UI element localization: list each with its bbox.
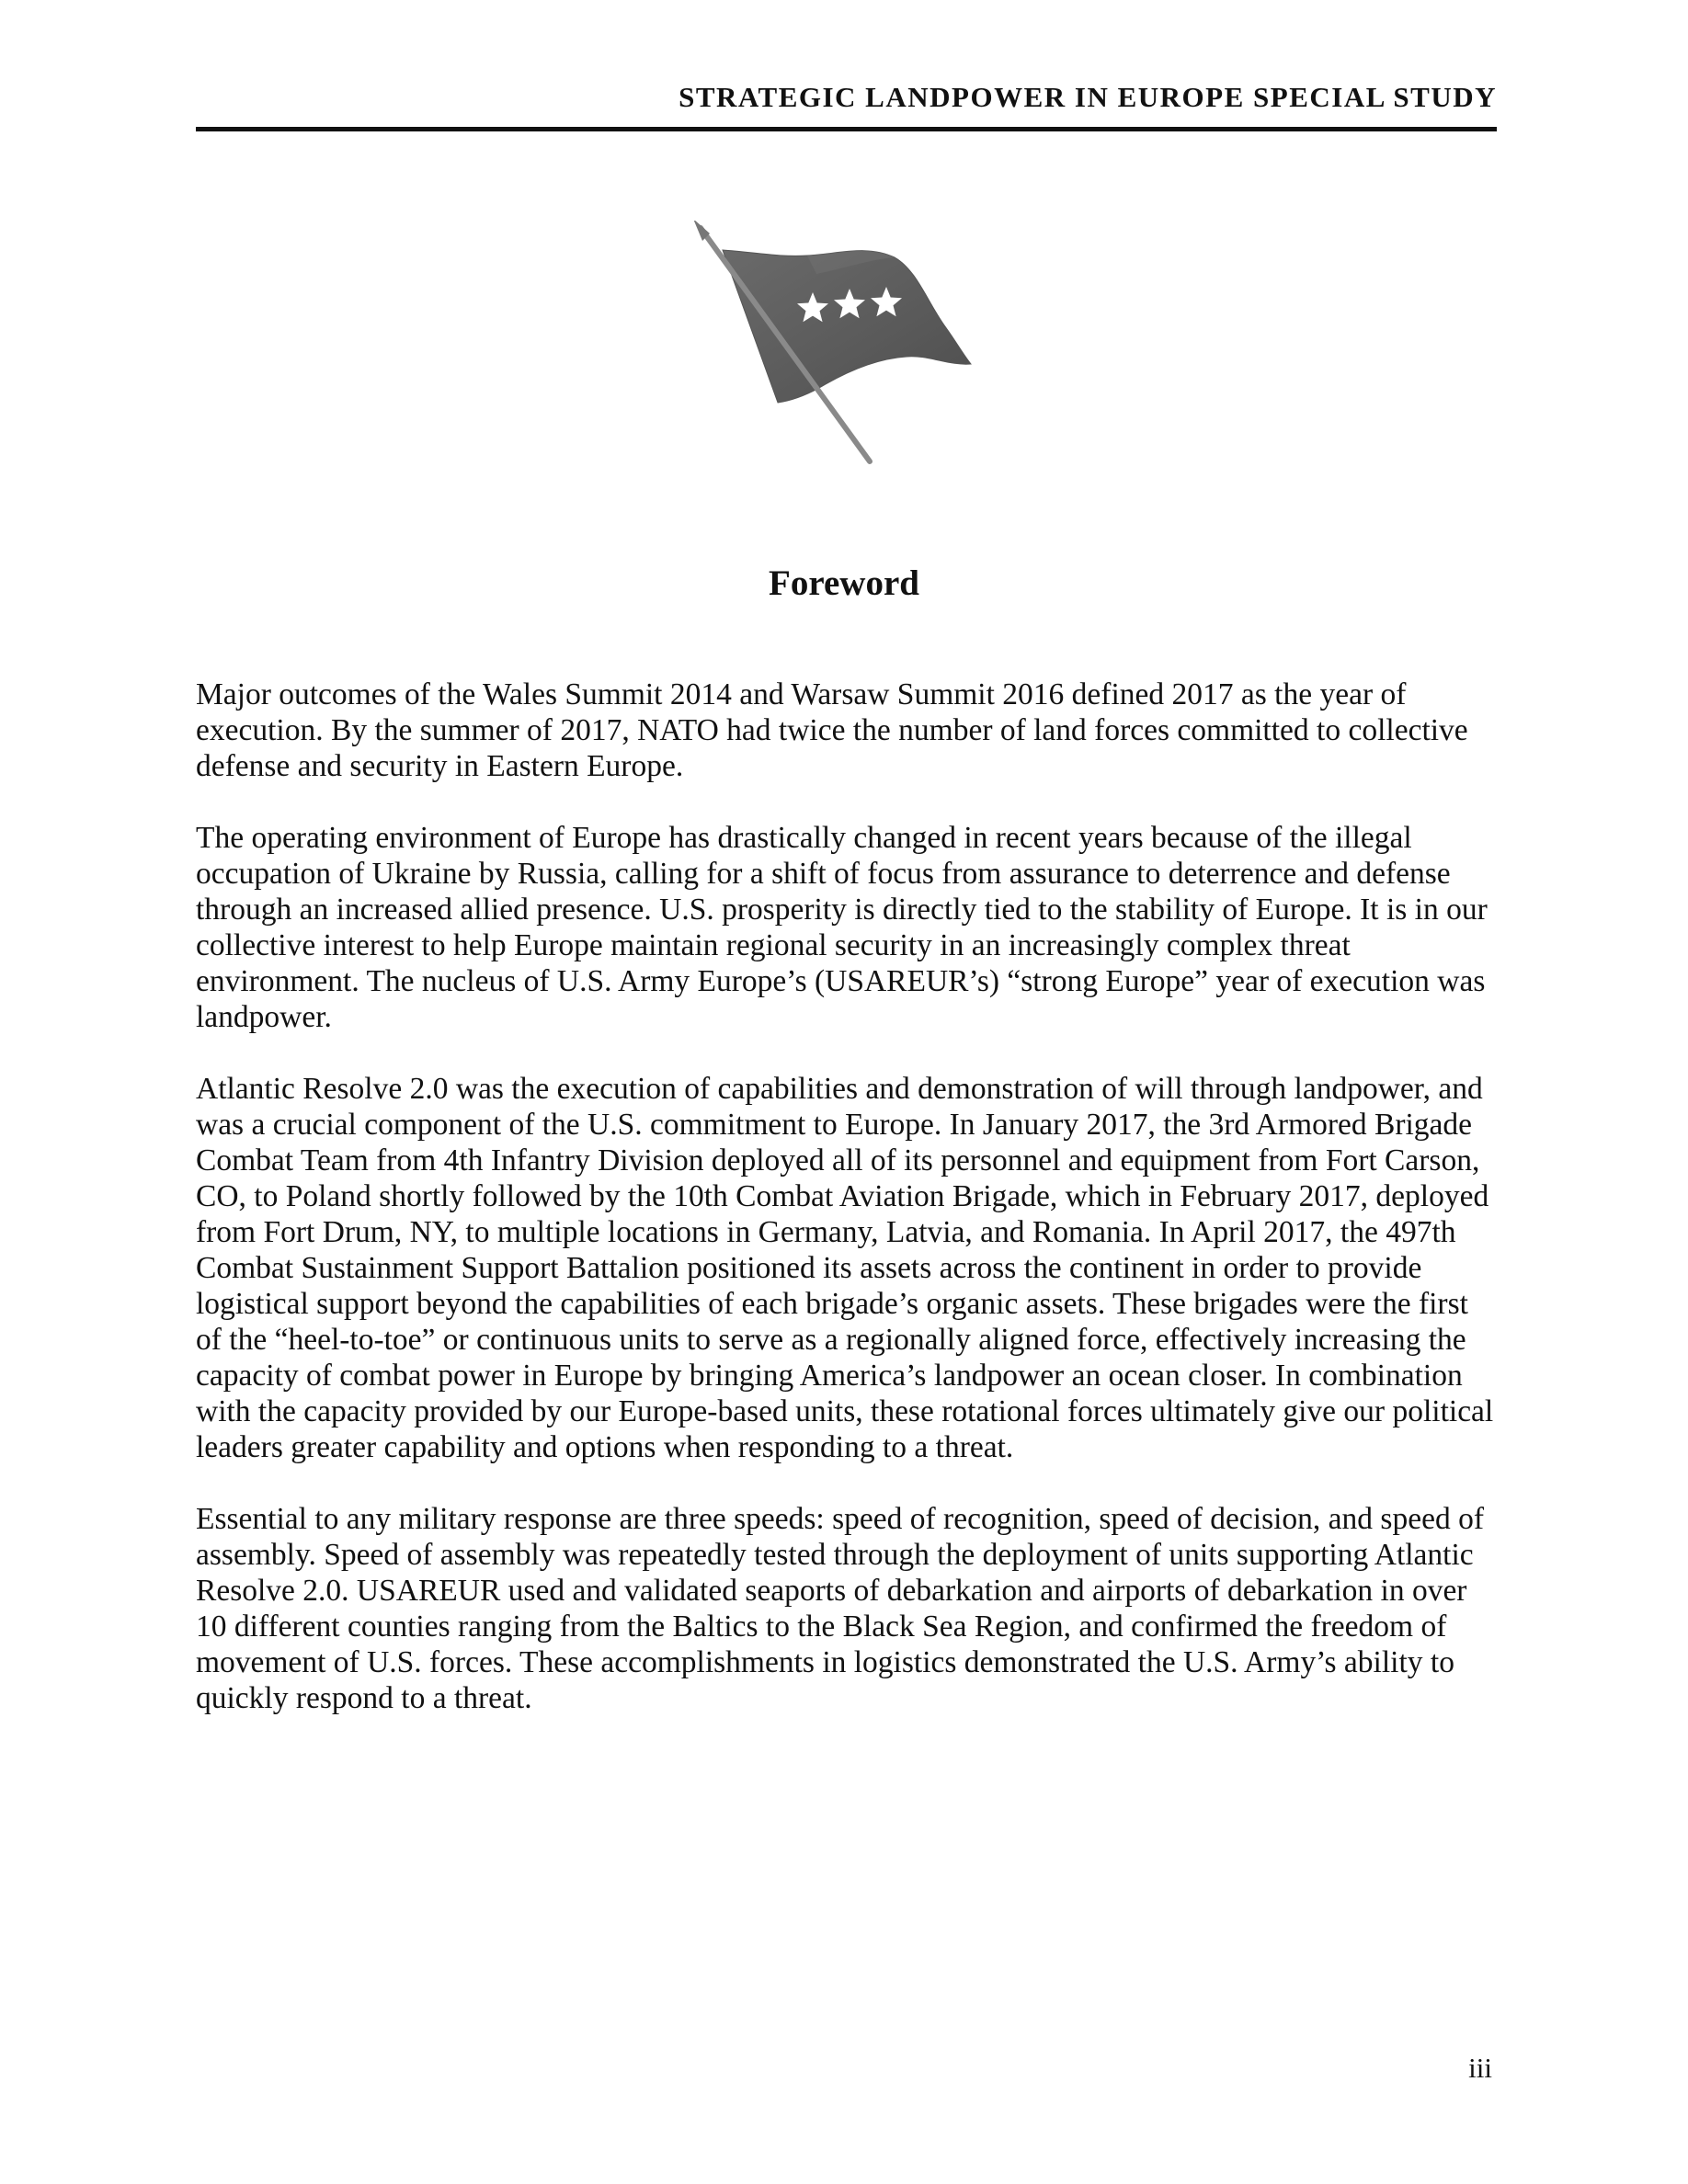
running-header-title: STRATEGIC LANDPOWER IN EUROPE SPECIAL STUDY [679,81,1497,113]
paragraph: The operating environment of Europe has drastically changed in recent years because of the illegal occupation of Ukraine by Russia, calling for a shift of focus from assurance to deterrence and defense through an increased allied presence. U.S. prosperity is directly tied to the stability of Europe. It is in our collective interest to help Europe maintain regional security in an increasingly complex threat environment. The nucleus of U.S. Army Europe’s (USAREUR’s) “strong Europe” year of execution was landpower. [196,821,1488,1034]
paragraph: Essential to any military response are three speeds: speed of recognition, speed of decision, and speed of assembly. Speed of assembly was repeatedly tested through the deployment of units supporting Atlantic Resolve 2.0. USAREUR used and validated seaports of debarkation and airports of debarkation in over 10 different counties ranging from the Baltics to the Black Sea Region, and confirmed the freedom of movement of U.S. forces. These accomplishments in logistics demonstrated the U.S. Army’s ability to quickly respond to a threat. [196,1502,1484,1715]
page-number: iii [1468,2052,1492,2084]
paragraph: Atlantic Resolve 2.0 was the execution of capabilities and demonstration of will through landpower, and was a crucial component of the U.S. commitment to Europe. In January 2017, the 3rd Armored Brigade Combat Team from 4th Infantry Division deployed all of its personnel and equipment from Fort Carson, CO, to Poland shortly followed by the 10th Combat Aviation Brigade, which in February 2017, deployed from Fort Drum, NY, to multiple locations in Germany, Latvia, and Romania. In April 2017, the 497th Combat Sustainment Support Battalion positioned its assets across the continent in order to provide logistical support beyond the capabilities of each brigade’s organic assets. These brigades were the first of the “heel-to-toe” or continuous units to serve as a regionally aligned force, effectively increasing the capacity of combat power in Europe by bringing America’s landpower an ocean closer. In combination with the capacity provided by our Europe-based units, these rotational forces ultimately give our political leaders greater capability and options when responding to a threat. [196,1072,1494,1464]
foreword-heading: Foreword [769,563,919,603]
paragraph: Major outcomes of the Wales Summit 2014 and Warsaw Summit 2016 defined 2017 as the year of execution. By the summer of 2017, NATO had twice the number of land forces committed to collective defense and security in Eastern Europe. [196,677,1468,783]
foreword-body [196,677,1497,1752]
three-star-general-flag-icon [688,221,1000,469]
page-header [196,79,1497,131]
